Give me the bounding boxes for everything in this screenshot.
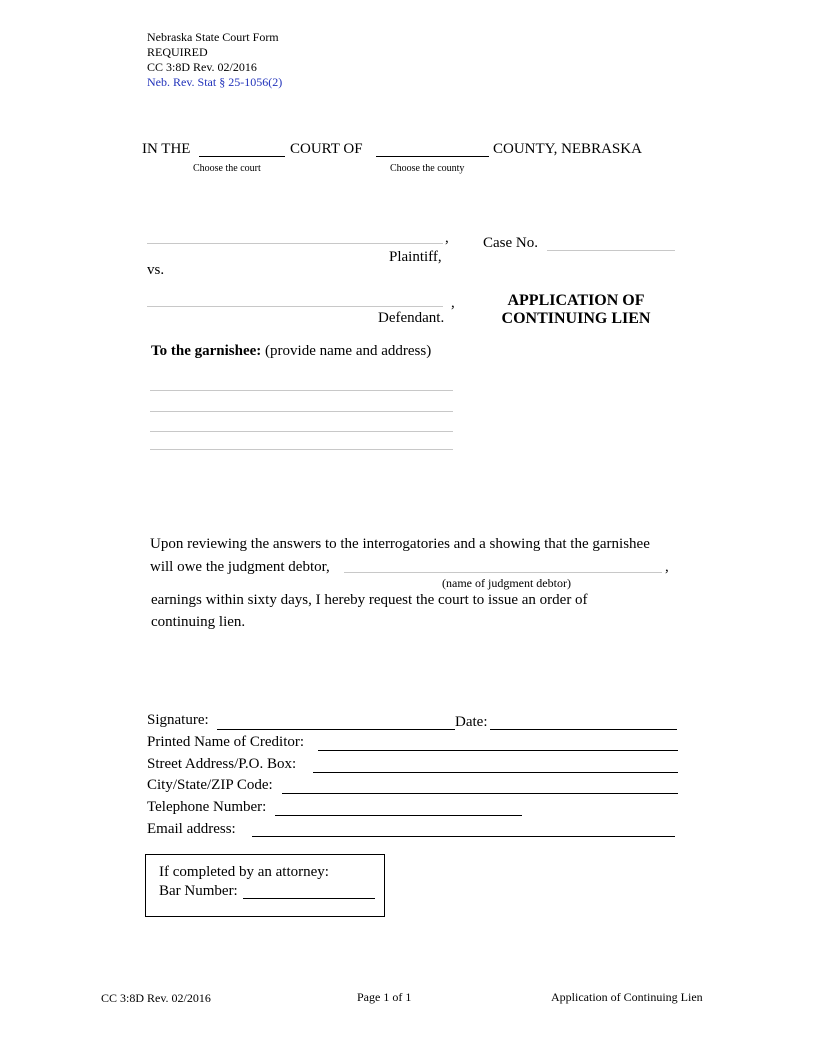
plaintiff-comma: , — [445, 230, 449, 246]
in-the-label: IN THE — [142, 141, 191, 157]
street-address-field[interactable] — [313, 772, 678, 773]
judgment-debtor-field[interactable] — [344, 572, 662, 573]
choose-court-hint: Choose the court — [193, 163, 261, 174]
footer-form-title: Application of Continuing Lien — [551, 990, 703, 1004]
bar-number-field[interactable] — [243, 898, 375, 899]
bar-number-label: Bar Number: — [159, 883, 238, 899]
versus-label: vs. — [147, 262, 165, 278]
form-required: REQUIRED — [147, 45, 208, 59]
street-address-label: Street Address/P.O. Box: — [147, 756, 297, 772]
body-line-1: Upon reviewing the answers to the interrogatories and a showing that the garnishee — [150, 536, 650, 552]
court-of-label: COURT OF — [290, 141, 363, 157]
city-state-zip-field[interactable] — [282, 793, 678, 794]
footer-form-number: CC 3:8D Rev. 02/2016 — [101, 991, 211, 1005]
debtor-caption: (name of judgment debtor) — [442, 576, 571, 590]
garnishee-line-2[interactable] — [150, 411, 453, 412]
form-number: CC 3:8D Rev. 02/2016 — [147, 60, 257, 74]
signature-field[interactable] — [217, 729, 455, 730]
garnishee-instruction: (provide name and address) — [265, 343, 432, 359]
garnishee-line-1[interactable] — [150, 390, 453, 391]
choose-county-hint: Choose the county — [390, 163, 465, 174]
telephone-label: Telephone Number: — [147, 799, 267, 815]
garnishee-line-3[interactable] — [150, 431, 453, 432]
court-field[interactable] — [199, 156, 285, 157]
city-state-zip-label: City/State/ZIP Code: — [147, 777, 273, 793]
defendant-label: Defendant. — [378, 310, 445, 326]
county-nebraska-label: COUNTY, NEBRASKA — [493, 141, 642, 157]
attorney-box-heading: If completed by an attorney: — [159, 864, 329, 880]
form-source: Nebraska State Court Form — [147, 30, 279, 44]
case-number-field[interactable] — [547, 250, 675, 251]
printed-name-label: Printed Name of Creditor: — [147, 734, 305, 750]
garnishee-prompt — [151, 343, 431, 360]
footer-page-number: Page 1 of 1 — [357, 990, 412, 1004]
plaintiff-field[interactable] — [147, 243, 443, 244]
garnishee-label: To the garnishee: — [151, 343, 262, 359]
date-field[interactable] — [490, 729, 677, 730]
garnishee-line-4[interactable] — [150, 449, 453, 450]
document-title-line2: CONTINUING LIEN — [501, 310, 651, 327]
body-line-4: continuing lien. — [151, 614, 246, 630]
plaintiff-label: Plaintiff, — [389, 249, 442, 265]
statute-link[interactable]: Neb. Rev. Stat § 25-1056(2) — [147, 75, 283, 89]
email-label: Email address: — [147, 821, 236, 837]
county-field[interactable] — [376, 156, 489, 157]
signature-label: Signature: — [147, 712, 209, 728]
date-label: Date: — [455, 714, 488, 730]
telephone-field[interactable] — [275, 815, 522, 816]
body-line-3: earnings within sixty days, I hereby request the court to issue an order of — [151, 592, 588, 608]
body-line-2-comma: , — [665, 559, 669, 575]
body-line-2: will owe the judgment debtor, — [150, 559, 330, 575]
document-title-line1: APPLICATION OF — [507, 292, 645, 309]
case-no-label: Case No. — [483, 235, 538, 251]
defendant-comma: , — [451, 295, 455, 311]
printed-name-field[interactable] — [318, 750, 678, 751]
defendant-field[interactable] — [147, 306, 443, 307]
email-field[interactable] — [252, 836, 675, 837]
